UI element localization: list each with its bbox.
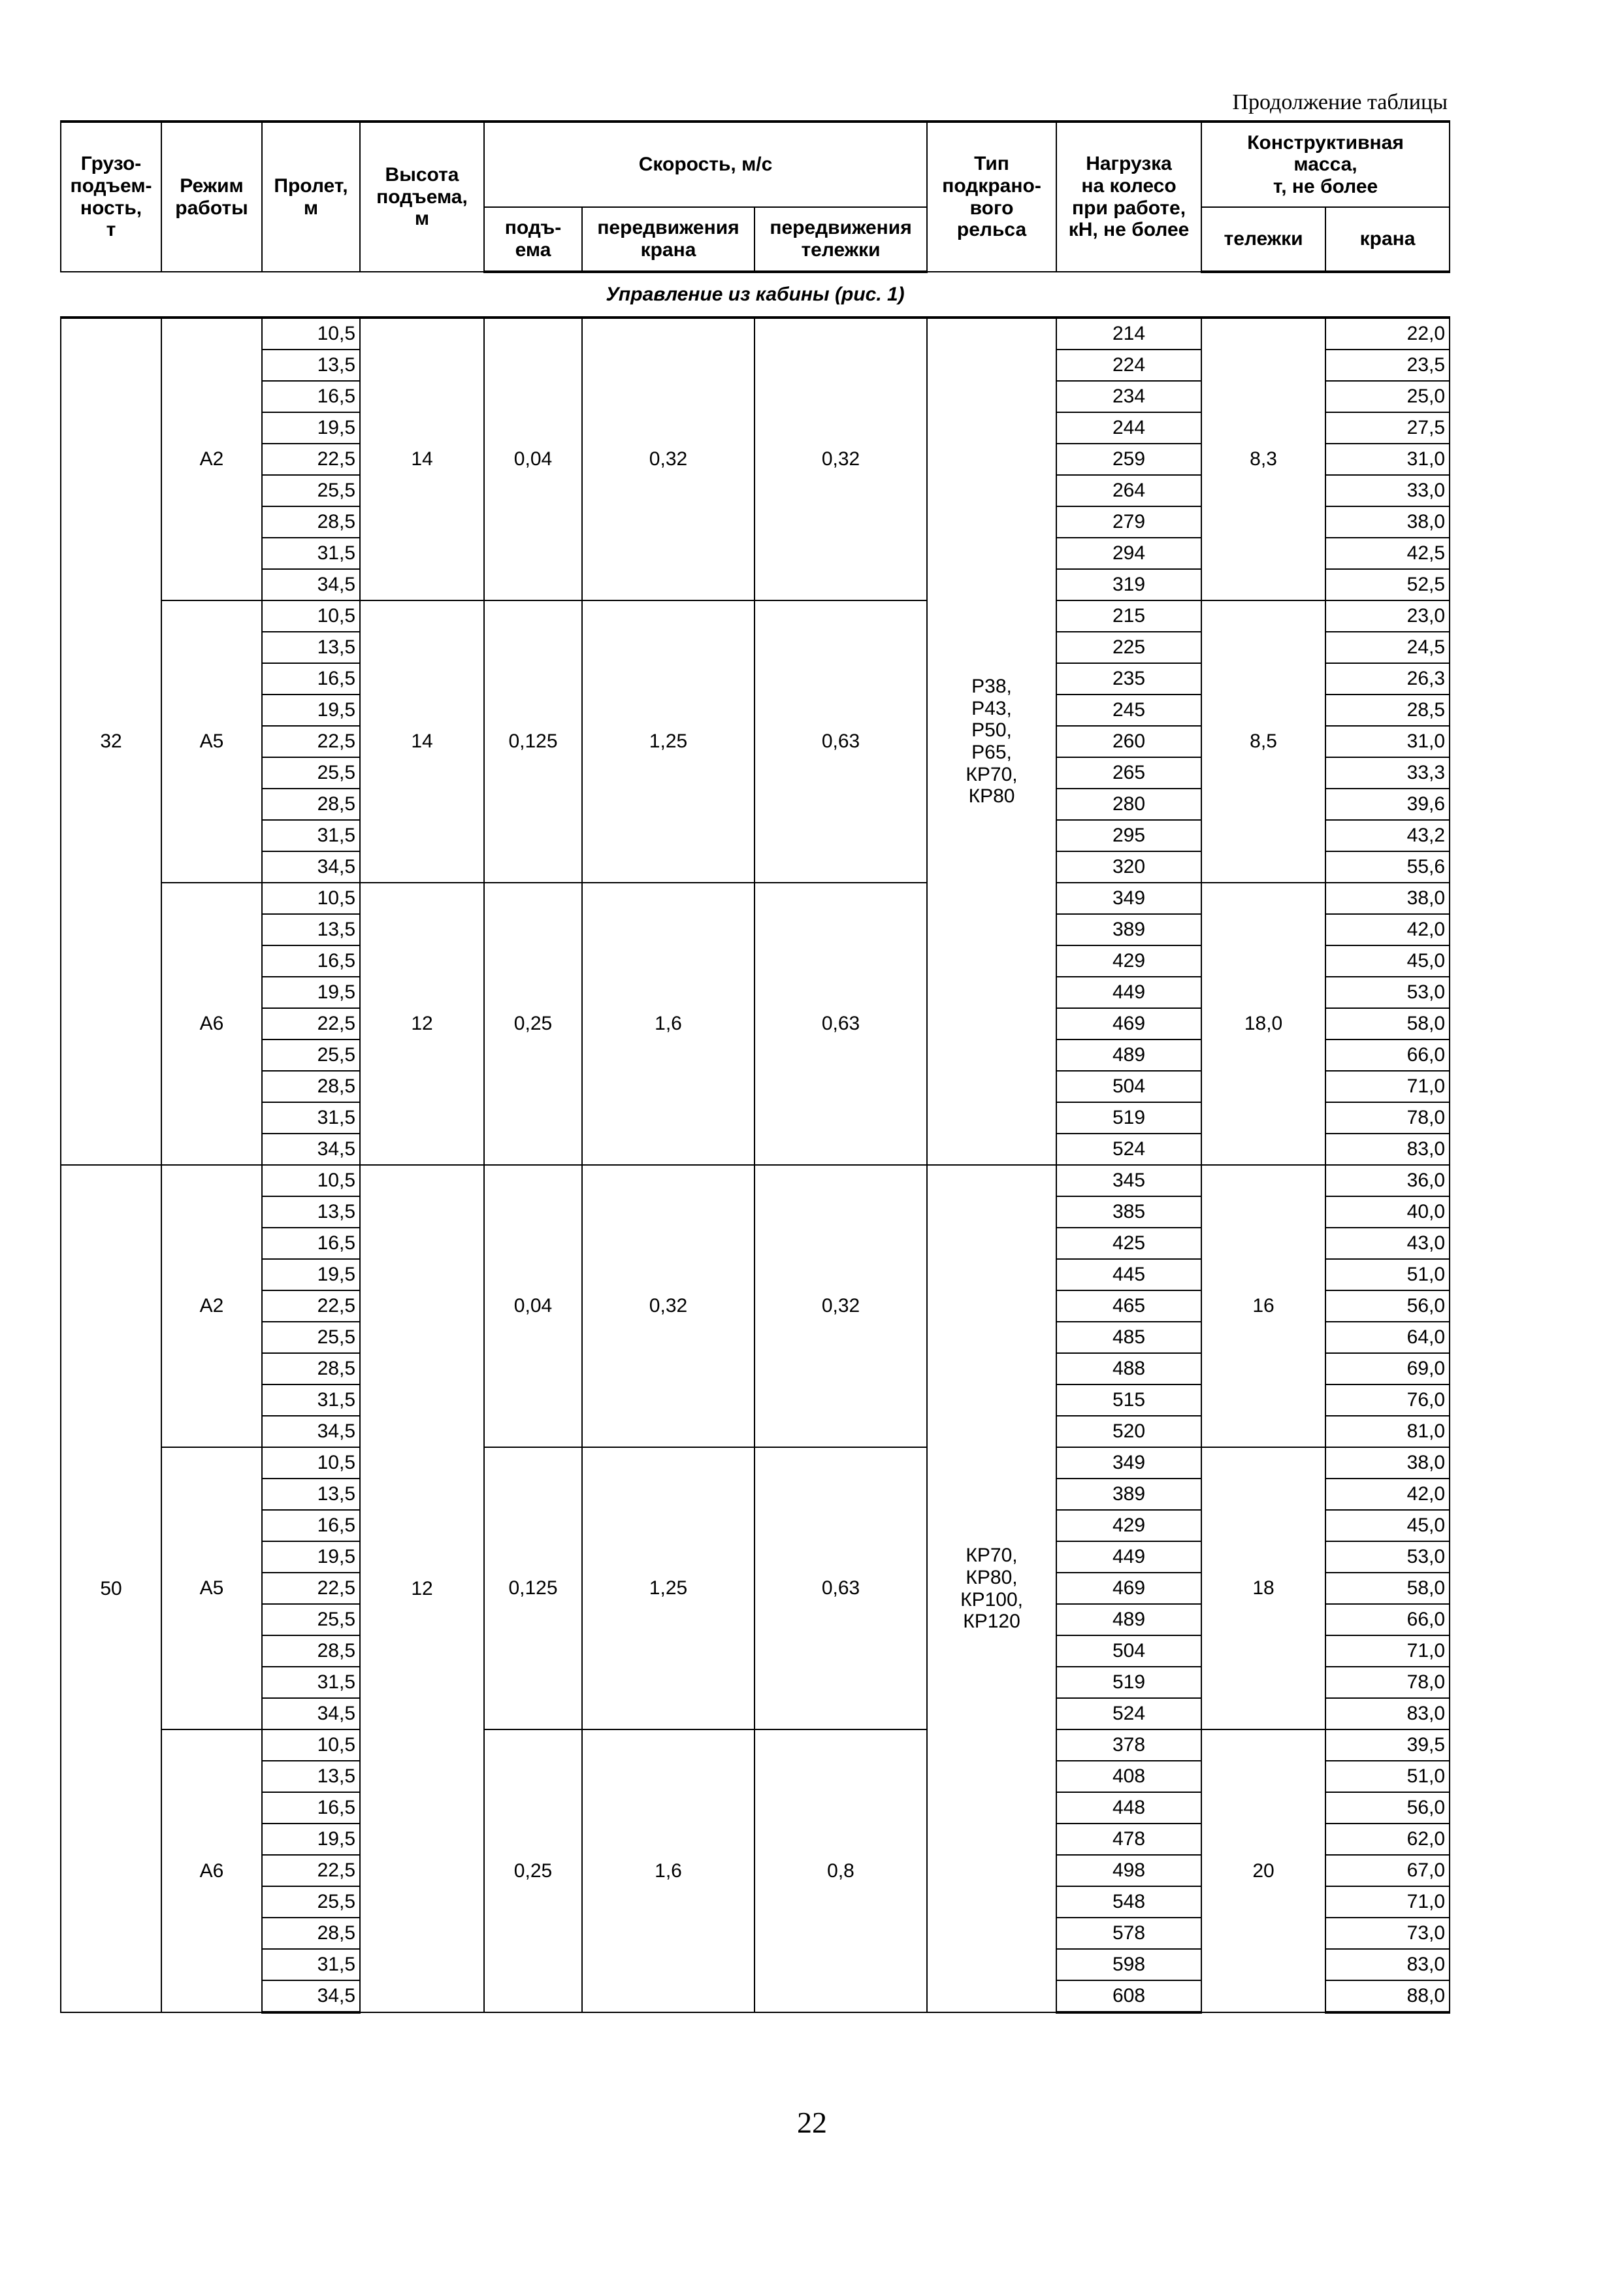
- wheel-load-cell: 385: [1056, 1196, 1201, 1228]
- wheel-load-cell: 465: [1056, 1290, 1201, 1322]
- mass-crane-cell: 64,0: [1325, 1322, 1450, 1353]
- span-cell: 19,5: [262, 977, 360, 1008]
- mass-trolley-cell: 8,3: [1201, 318, 1325, 600]
- span-cell: 34,5: [262, 569, 360, 600]
- table-row: [61, 600, 1450, 632]
- mass-crane-cell: 23,0: [1325, 600, 1450, 632]
- speed-trolley-cell: 0,8: [755, 1729, 927, 2012]
- wheel-load-cell: 504: [1056, 1071, 1201, 1102]
- wheel-load-cell: 235: [1056, 663, 1201, 695]
- mass-crane-cell: 71,0: [1325, 1071, 1450, 1102]
- span-cell: 34,5: [262, 1134, 360, 1165]
- wheel-load-cell: 519: [1056, 1102, 1201, 1134]
- span-cell: 28,5: [262, 506, 360, 538]
- mass-crane-cell: 55,6: [1325, 851, 1450, 883]
- wheel-load-cell: 349: [1056, 1447, 1201, 1479]
- speed-crane-cell: 0,32: [582, 1165, 755, 1447]
- table-row: [61, 883, 1450, 914]
- wheel-load-cell: 504: [1056, 1635, 1201, 1667]
- span-cell: 10,5: [262, 1729, 360, 1761]
- wheel-load-cell: 524: [1056, 1698, 1201, 1729]
- span-cell: 34,5: [262, 1416, 360, 1447]
- speed-trolley-cell: 0,63: [755, 883, 927, 1165]
- wheel-load-cell: 234: [1056, 381, 1201, 412]
- table-continuation-caption: Продолжение таблицы: [1232, 90, 1448, 114]
- speed-trolley-cell: 0,63: [755, 600, 927, 883]
- mass-crane-cell: 66,0: [1325, 1040, 1450, 1071]
- span-cell: 19,5: [262, 1541, 360, 1573]
- wheel-load-cell: 548: [1056, 1886, 1201, 1918]
- wheel-load-cell: 264: [1056, 475, 1201, 506]
- wheel-load-cell: 215: [1056, 600, 1201, 632]
- mode-cell: А6: [161, 1729, 262, 2012]
- wheel-load-cell: 295: [1056, 820, 1201, 851]
- mass-crane-cell: 69,0: [1325, 1353, 1450, 1384]
- mass-crane-cell: 43,2: [1325, 820, 1450, 851]
- speed-crane-cell: 1,6: [582, 1729, 755, 2012]
- speed-lift-cell: 0,04: [484, 318, 582, 600]
- span-cell: 19,5: [262, 1259, 360, 1290]
- speed-lift-cell: 0,125: [484, 600, 582, 883]
- span-cell: 22,5: [262, 1855, 360, 1886]
- page-number: 22: [797, 2106, 827, 2139]
- table-row: [61, 1165, 1450, 1196]
- speed-trolley-cell: 0,32: [755, 1165, 927, 1447]
- mass-trolley-cell: 18: [1201, 1447, 1325, 1729]
- lift-height-cell: 14: [360, 600, 484, 883]
- mode-cell: А5: [161, 600, 262, 883]
- mass-crane-cell: 42,0: [1325, 914, 1450, 945]
- header-speed-crane: передвижения крана: [582, 207, 755, 272]
- span-cell: 16,5: [262, 1792, 360, 1824]
- mass-crane-cell: 62,0: [1325, 1824, 1450, 1855]
- mass-crane-cell: 45,0: [1325, 1510, 1450, 1541]
- mass-crane-cell: 51,0: [1325, 1259, 1450, 1290]
- mass-crane-cell: 58,0: [1325, 1008, 1450, 1040]
- mass-crane-cell: 31,0: [1325, 444, 1450, 475]
- header-speed-trolley: передвижения тележки: [755, 207, 927, 272]
- wheel-load-cell: 485: [1056, 1322, 1201, 1353]
- wheel-load-cell: 345: [1056, 1165, 1201, 1196]
- capacity-cell: 50: [61, 1165, 161, 2012]
- span-cell: 31,5: [262, 1949, 360, 1980]
- mass-crane-cell: 73,0: [1325, 1918, 1450, 1949]
- span-cell: 22,5: [262, 1290, 360, 1322]
- mass-crane-cell: 71,0: [1325, 1635, 1450, 1667]
- mass-crane-cell: 81,0: [1325, 1416, 1450, 1447]
- span-cell: 10,5: [262, 318, 360, 350]
- span-cell: 22,5: [262, 1008, 360, 1040]
- mass-trolley-cell: 20: [1201, 1729, 1325, 2012]
- span-cell: 19,5: [262, 1824, 360, 1855]
- wheel-load-cell: 578: [1056, 1918, 1201, 1949]
- span-cell: 28,5: [262, 1071, 360, 1102]
- speed-crane-cell: 0,32: [582, 318, 755, 600]
- wheel-load-cell: 449: [1056, 977, 1201, 1008]
- wheel-load-cell: 489: [1056, 1040, 1201, 1071]
- speed-lift-cell: 0,04: [484, 1165, 582, 1447]
- wheel-load-cell: 224: [1056, 350, 1201, 381]
- wheel-load-cell: 520: [1056, 1416, 1201, 1447]
- wheel-load-cell: 425: [1056, 1228, 1201, 1259]
- span-cell: 22,5: [262, 1573, 360, 1604]
- mass-crane-cell: 40,0: [1325, 1196, 1450, 1228]
- header-row-1: [61, 122, 1450, 207]
- mass-crane-cell: 43,0: [1325, 1228, 1450, 1259]
- span-cell: 10,5: [262, 600, 360, 632]
- span-cell: 22,5: [262, 444, 360, 475]
- span-cell: 16,5: [262, 945, 360, 977]
- wheel-load-cell: 408: [1056, 1761, 1201, 1792]
- mass-crane-cell: 24,5: [1325, 632, 1450, 663]
- mass-trolley-cell: 16: [1201, 1165, 1325, 1447]
- mass-crane-cell: 88,0: [1325, 1980, 1450, 2012]
- capacity-cell: 32: [61, 318, 161, 1165]
- span-cell: 16,5: [262, 1228, 360, 1259]
- span-cell: 16,5: [262, 663, 360, 695]
- wheel-load-cell: 524: [1056, 1134, 1201, 1165]
- header-speed-group: Скорость, м/с: [484, 122, 927, 207]
- wheel-load-cell: 429: [1056, 1510, 1201, 1541]
- span-cell: 19,5: [262, 412, 360, 444]
- mass-crane-cell: 83,0: [1325, 1949, 1450, 1980]
- span-cell: 28,5: [262, 1353, 360, 1384]
- wheel-load-cell: 498: [1056, 1855, 1201, 1886]
- span-cell: 10,5: [262, 1447, 360, 1479]
- speed-lift-cell: 0,25: [484, 883, 582, 1165]
- wheel-load-cell: 515: [1056, 1384, 1201, 1416]
- mass-crane-cell: 33,0: [1325, 475, 1450, 506]
- lift-height-cell: 14: [360, 318, 484, 600]
- wheel-load-cell: 489: [1056, 1604, 1201, 1635]
- span-cell: 28,5: [262, 1918, 360, 1949]
- wheel-load-cell: 519: [1056, 1667, 1201, 1698]
- wheel-load-cell: 225: [1056, 632, 1201, 663]
- span-cell: 31,5: [262, 1384, 360, 1416]
- header-speed-lift: подъ- ема: [484, 207, 582, 272]
- mass-trolley-cell: 8,5: [1201, 600, 1325, 883]
- mode-cell: А5: [161, 1447, 262, 1729]
- span-cell: 34,5: [262, 1980, 360, 2012]
- wheel-load-cell: 389: [1056, 1479, 1201, 1510]
- table-body: [61, 272, 1450, 2012]
- mass-crane-cell: 78,0: [1325, 1667, 1450, 1698]
- lift-height-cell: 12: [360, 883, 484, 1165]
- wheel-load-cell: 448: [1056, 1792, 1201, 1824]
- mode-cell: А2: [161, 318, 262, 600]
- speed-crane-cell: 1,6: [582, 883, 755, 1165]
- wheel-load-cell: 280: [1056, 789, 1201, 820]
- rail-type-cell: КР70, КР80, КР100, КР120: [927, 1165, 1056, 2012]
- span-cell: 28,5: [262, 1635, 360, 1667]
- mass-crane-cell: 25,0: [1325, 381, 1450, 412]
- wheel-load-cell: 260: [1056, 726, 1201, 757]
- span-cell: 13,5: [262, 350, 360, 381]
- wheel-load-cell: 608: [1056, 1980, 1201, 2012]
- wheel-load-cell: 389: [1056, 914, 1201, 945]
- mass-crane-cell: 39,6: [1325, 789, 1450, 820]
- speed-crane-cell: 1,25: [582, 1447, 755, 1729]
- mass-crane-cell: 76,0: [1325, 1384, 1450, 1416]
- mass-crane-cell: 38,0: [1325, 1447, 1450, 1479]
- wheel-load-cell: 478: [1056, 1824, 1201, 1855]
- mass-crane-cell: 22,0: [1325, 318, 1450, 350]
- lift-height-cell: 12: [360, 1165, 484, 2012]
- span-cell: 13,5: [262, 632, 360, 663]
- span-cell: 25,5: [262, 1040, 360, 1071]
- span-cell: 31,5: [262, 1667, 360, 1698]
- span-cell: 10,5: [262, 883, 360, 914]
- span-cell: 13,5: [262, 1761, 360, 1792]
- header-mode: Режим работы: [161, 122, 262, 272]
- span-cell: 25,5: [262, 475, 360, 506]
- mass-crane-cell: 39,5: [1325, 1729, 1450, 1761]
- speed-lift-cell: 0,25: [484, 1729, 582, 2012]
- mass-crane-cell: 33,3: [1325, 757, 1450, 789]
- wheel-load-cell: 488: [1056, 1353, 1201, 1384]
- mass-crane-cell: 83,0: [1325, 1134, 1450, 1165]
- mass-crane-cell: 52,5: [1325, 569, 1450, 600]
- section-row: [61, 272, 1450, 318]
- mass-crane-cell: 83,0: [1325, 1698, 1450, 1729]
- mass-crane-cell: 27,5: [1325, 412, 1450, 444]
- wheel-load-cell: 469: [1056, 1008, 1201, 1040]
- wheel-load-cell: 445: [1056, 1259, 1201, 1290]
- span-cell: 25,5: [262, 1604, 360, 1635]
- mass-crane-cell: 42,0: [1325, 1479, 1450, 1510]
- mass-crane-cell: 28,5: [1325, 695, 1450, 726]
- mass-crane-cell: 42,5: [1325, 538, 1450, 569]
- wheel-load-cell: 214: [1056, 318, 1201, 350]
- span-cell: 22,5: [262, 726, 360, 757]
- wheel-load-cell: 319: [1056, 569, 1201, 600]
- header-lift-height: Высота подъема, м: [360, 122, 484, 272]
- wheel-load-cell: 320: [1056, 851, 1201, 883]
- header-rail-type: Тип подкрано- вого рельса: [927, 122, 1056, 272]
- header-wheel-load: Нагрузка на колесо при работе, кН, не более: [1056, 122, 1201, 272]
- wheel-load-cell: 265: [1056, 757, 1201, 789]
- section-title: Управление из кабины (рис. 1): [61, 272, 1450, 318]
- mass-crane-cell: 67,0: [1325, 1855, 1450, 1886]
- span-cell: 10,5: [262, 1165, 360, 1196]
- wheel-load-cell: 244: [1056, 412, 1201, 444]
- mass-crane-cell: 23,5: [1325, 350, 1450, 381]
- wheel-load-cell: 259: [1056, 444, 1201, 475]
- header-mass-group: Конструктивная масса, т, не более: [1201, 122, 1450, 207]
- speed-trolley-cell: 0,63: [755, 1447, 927, 1729]
- span-cell: 31,5: [262, 538, 360, 569]
- mass-crane-cell: 66,0: [1325, 1604, 1450, 1635]
- table-row: [61, 1447, 1450, 1479]
- mass-crane-cell: 51,0: [1325, 1761, 1450, 1792]
- mass-crane-cell: 78,0: [1325, 1102, 1450, 1134]
- mass-crane-cell: 26,3: [1325, 663, 1450, 695]
- span-cell: 16,5: [262, 381, 360, 412]
- span-cell: 28,5: [262, 789, 360, 820]
- span-cell: 16,5: [262, 1510, 360, 1541]
- wheel-load-cell: 469: [1056, 1573, 1201, 1604]
- span-cell: 25,5: [262, 757, 360, 789]
- mass-crane-cell: 53,0: [1325, 977, 1450, 1008]
- wheel-load-cell: 294: [1056, 538, 1201, 569]
- wheel-load-cell: 245: [1056, 695, 1201, 726]
- span-cell: 34,5: [262, 851, 360, 883]
- wheel-load-cell: 598: [1056, 1949, 1201, 1980]
- header-capacity: Грузо- подъем- ность, т: [61, 122, 161, 272]
- wheel-load-cell: 429: [1056, 945, 1201, 977]
- wheel-load-cell: 279: [1056, 506, 1201, 538]
- mass-crane-cell: 31,0: [1325, 726, 1450, 757]
- table-row: [61, 1729, 1450, 1761]
- mass-crane-cell: 58,0: [1325, 1573, 1450, 1604]
- span-cell: 31,5: [262, 1102, 360, 1134]
- span-cell: 13,5: [262, 1196, 360, 1228]
- span-cell: 25,5: [262, 1886, 360, 1918]
- mass-crane-cell: 71,0: [1325, 1886, 1450, 1918]
- mass-crane-cell: 56,0: [1325, 1792, 1450, 1824]
- span-cell: 13,5: [262, 914, 360, 945]
- span-cell: 19,5: [262, 695, 360, 726]
- header-mass-trolley: тележки: [1201, 207, 1325, 272]
- rail-type-cell: Р38, Р43, Р50, Р65, КР70, КР80: [927, 318, 1056, 1165]
- mass-trolley-cell: 18,0: [1201, 883, 1325, 1165]
- speed-lift-cell: 0,125: [484, 1447, 582, 1729]
- speed-crane-cell: 1,25: [582, 600, 755, 883]
- speed-trolley-cell: 0,32: [755, 318, 927, 600]
- mass-crane-cell: 53,0: [1325, 1541, 1450, 1573]
- mode-cell: А6: [161, 883, 262, 1165]
- crane-specs-table: [60, 120, 1450, 2014]
- mass-crane-cell: 56,0: [1325, 1290, 1450, 1322]
- wheel-load-cell: 378: [1056, 1729, 1201, 1761]
- mass-crane-cell: 36,0: [1325, 1165, 1450, 1196]
- span-cell: 34,5: [262, 1698, 360, 1729]
- mass-crane-cell: 45,0: [1325, 945, 1450, 977]
- span-cell: 13,5: [262, 1479, 360, 1510]
- mass-crane-cell: 38,0: [1325, 883, 1450, 914]
- table-row: [61, 318, 1450, 350]
- span-cell: 31,5: [262, 820, 360, 851]
- span-cell: 25,5: [262, 1322, 360, 1353]
- header-mass-crane: крана: [1325, 207, 1450, 272]
- mode-cell: А2: [161, 1165, 262, 1447]
- mass-crane-cell: 38,0: [1325, 506, 1450, 538]
- header-span: Пролет, м: [262, 122, 360, 272]
- wheel-load-cell: 349: [1056, 883, 1201, 914]
- wheel-load-cell: 449: [1056, 1541, 1201, 1573]
